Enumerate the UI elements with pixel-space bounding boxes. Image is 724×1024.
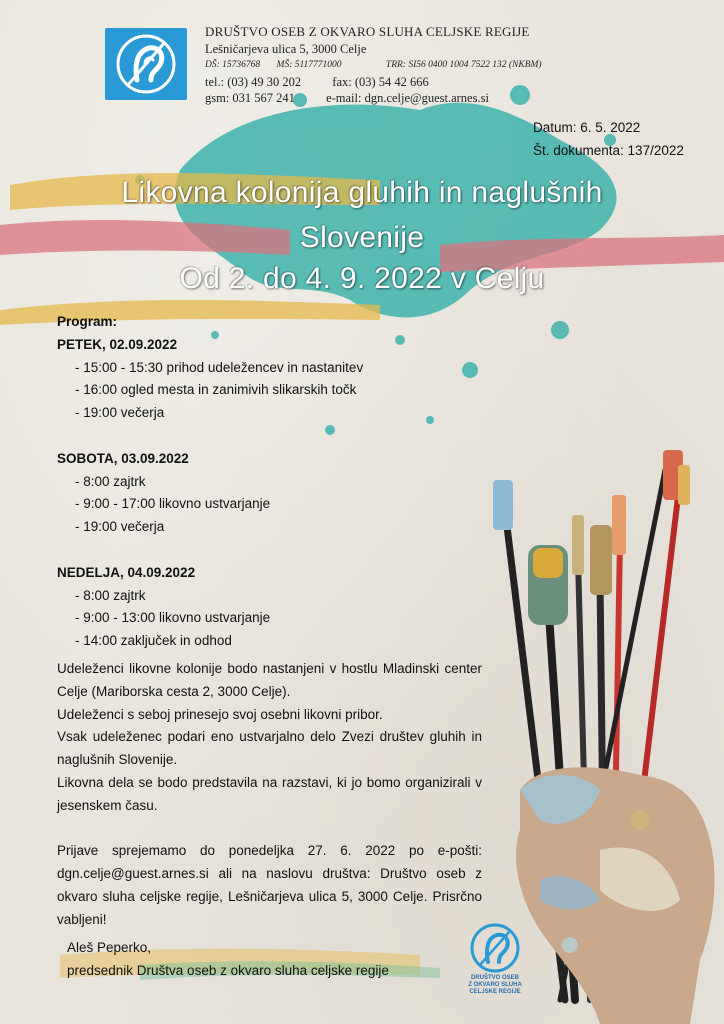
schedule-item: - 8:00 zajtrk [75, 587, 146, 603]
ms-number: MŠ: 5117771000 [276, 60, 342, 71]
registration-paragraph: Prijave sprejemamo do ponedeljka 27. 6. 2022 po e-pošti: dgn.celje@guest.arnes.si ali na naslovu društva: Društvo oseb z okvaro sluha celjske regije, Lešničarjeva ulica 5, 3000 Celje. Prisrčno vabljeni! [57, 843, 482, 927]
signatory-role: predsednik Društva oseb z okvaro sluha celjske regije [67, 962, 389, 978]
spacer [57, 539, 497, 562]
day-heading-friday: PETEK, 02.09.2022 [57, 336, 178, 352]
document-date: Datum: 6. 5. 2022 [533, 120, 641, 135]
ds-number: DŠ: 15736768 [205, 60, 261, 71]
signatory-name: Aleš Peperko, [67, 940, 152, 955]
schedule-item: - 16:00 ogled mesta in zanimivih slikarskih točk [75, 382, 357, 398]
supplies-paragraph: Udeleženci s seboj prinesejo svoj osebni likovni pribor. [57, 706, 383, 722]
hearing-impaired-ear-icon [105, 28, 187, 100]
document-meta [533, 116, 684, 162]
exhibition-paragraph: Likovna dela se bodo predstavila na razstavi, ki jo bomo organizirali v jesenskem času. [57, 774, 482, 813]
day-heading-sunday: NEDELJA, 04.09.2022 [57, 564, 196, 580]
footer-logo-ear-icon [468, 922, 522, 974]
schedule-item: - 8:00 zajtrk [75, 473, 146, 489]
organization-logo [105, 28, 187, 100]
organization-address: Lešničarjeva ulica 5, 3000 Celje [205, 41, 367, 56]
footer-logo-line: Z OKVARO SLUHA [468, 982, 522, 988]
footer-logo-text [462, 975, 528, 996]
email-address[interactable]: e-mail: dgn.celje@guest.arnes.si [326, 91, 489, 106]
day-heading-saturday: SOBOTA, 03.09.2022 [57, 450, 189, 466]
spacer [57, 425, 497, 448]
signature-block [67, 937, 389, 983]
organization-name: DRUŠTVO OSEB Z OKVARO SLUHA CELJSKE REGIJE [205, 24, 530, 39]
schedule-item: - 14:00 zaključek in odhod [75, 633, 232, 649]
schedule-item: - 9:00 - 17:00 likovno ustvarjanje [75, 496, 271, 512]
gsm-email-line [205, 90, 542, 107]
poster-title-line-2: Slovenije [299, 221, 425, 254]
trr-number: TRR: SI56 0400 1004 7522 132 (NKBM) [385, 60, 542, 71]
information-text [57, 658, 482, 932]
registration-numbers [205, 57, 542, 74]
schedule-item: - 19:00 večerja [75, 519, 165, 535]
program-heading: Program: [57, 314, 118, 329]
poster-title-line-1: Likovna kolonija gluhih in naglušnih [121, 176, 603, 209]
donation-paragraph: Vsak udeleženec podari eno ustvarjalno delo Zvezi društev gluhih in naglušnih Slovenije. [57, 729, 482, 768]
footer-logo-line: DRUŠTVO OSEB [470, 975, 519, 981]
schedule-item: - 15:00 - 15:30 prihod udeležencev in nastanitev [75, 359, 364, 375]
letterhead [205, 24, 542, 107]
phone-fax-line [205, 74, 542, 91]
footer-logo-line: CELJSKE REGIJE [469, 989, 521, 995]
accommodation-paragraph: Udeleženci likovne kolonije bodo nastanjeni v hostlu Mladinski center Celje (Mariborska cesta 2, 3000 Celje). [57, 661, 482, 699]
schedule-item: - 19:00 večerja [75, 405, 165, 421]
program-section [57, 311, 497, 653]
painted-hand-illustration [516, 767, 714, 1024]
schedule-item: - 9:00 - 13:00 likovno ustvarjanje [75, 610, 271, 626]
document-number: Št. dokumenta: 137/2022 [533, 143, 684, 158]
phone-number: tel.: (03) 49 30 202 [205, 74, 302, 89]
poster-title-dates: Od 2. do 4. 9. 2022 v Celju [179, 262, 545, 295]
gsm-number: gsm: 031 567 241 [205, 91, 295, 106]
fax-number: fax: (03) 54 42 666 [332, 74, 429, 89]
